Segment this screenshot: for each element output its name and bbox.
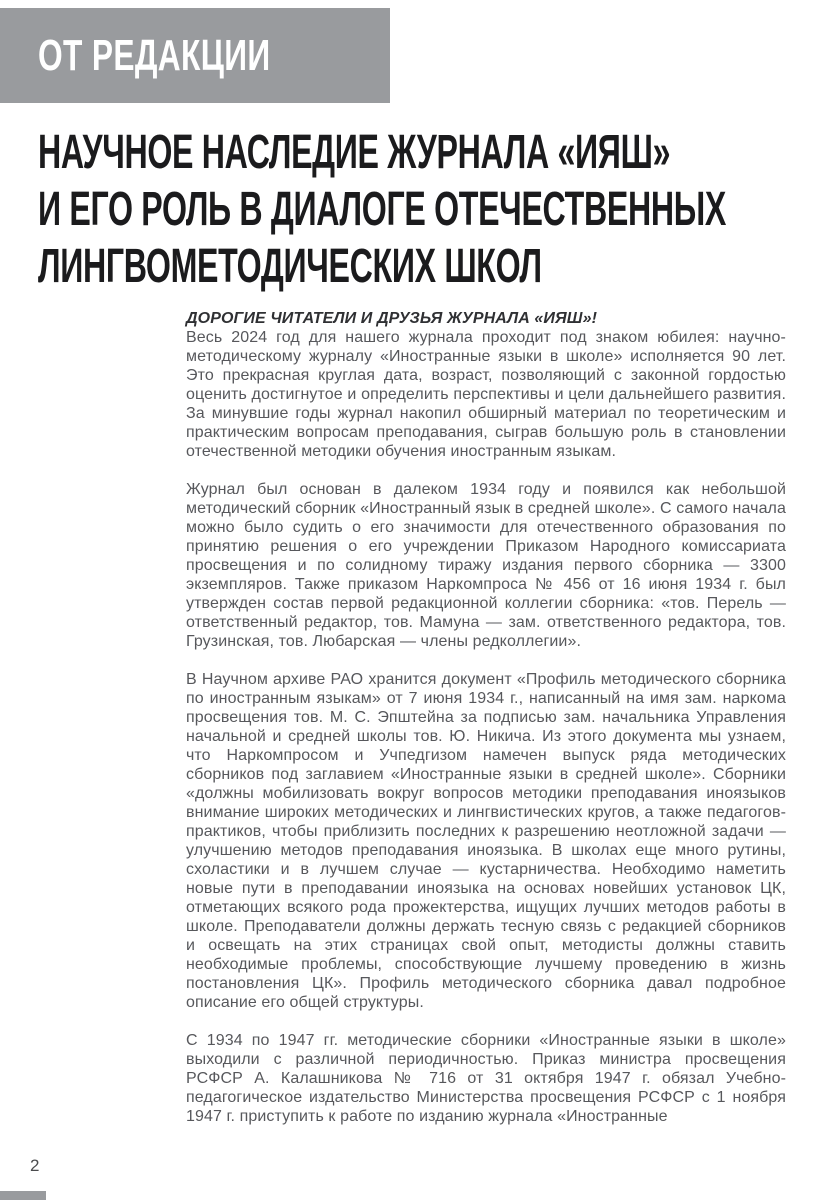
article-title-line-2: И ЕГО РОЛЬ В ДИАЛОГЕ ОТЕЧЕСТВЕННЫХ bbox=[38, 183, 727, 236]
page-number: 2 bbox=[30, 1156, 40, 1175]
paragraph-2: Журнал был основан в далеком 1934 году и появился как небольшой методический сборник «Иностранный язык в средней школе». С самого начала можно было судить о его значимости для отечественного образования по принятию решения о его учреждении Приказом Народного комиссариата просвещения и по солидному тиражу издания первого сборника — 3300 экземпляров. Также приказом Наркомпроса № 456 от 16 июня 1934 г. был утвержден состав первой редакционной коллегии сборника: «тов. Перель — ответственный редактор, тов. Мамуна — зам. ответственного редактора, тов. Грузинская, тов. Любарская — члены редколлегии». bbox=[186, 481, 786, 650]
paragraph-1: Весь 2024 год для нашего журнала проходит под знаком юбилея: научно-методическому журналу «Иностранные языки в школе» исполняется 90 лет. Это прекрасная круглая дата, возраст, позволяющий с законной гордостью оценить достигнутое и определить перспективы и цели дальнейшего развития. За минувшие годы журнал накопил обширный материал по теоретическим и практическим вопросам преподавания, сыграв большую роль в становлении отечественной методики обучения иностранным языкам. bbox=[186, 329, 786, 460]
section-label: ОТ РЕДАКЦИИ bbox=[38, 30, 271, 80]
article-title-line-1: НАУЧНОЕ НАСЛЕДИЕ ЖУРНАЛА «ИЯШ» bbox=[38, 126, 671, 179]
salutation-line: ДОРОГИЕ ЧИТАТЕЛИ И ДРУЗЬЯ ЖУРНАЛА «ИЯШ»! bbox=[186, 310, 597, 327]
paragraph-3: В Научном архиве РАО хранится документ «Профиль методического сборника по иностранным языкам» от 7 июня 1934 г., написанный на имя зам. наркома просвещения тов. М. С. Эпштейна за подписью зам. начальника Управления начальной и средней школы тов. Ю. Никича. Из этого документа мы узнаем, что Наркомпросом и Учпедгизом намечен выпуск ряда методических сборников под заглавием «Иностранные языки в средней школе». Сборники «должны мобилизовать вокруг вопросов методики преподавания иноязыков внимание широких методических и лингвистических кругов, а также педагогов-практиков, чтобы приблизить последних к разрешению неотложной задачи — улучшению методов преподавания иноязыка. В школах еще много рутины, схоластики и в лучшем случае — кустарничества. Необходимо наметить новые пути в преподавании иноязыка на основах новейших установок ЦК, отметающих всякого рода прожектерства, ищущих лучших методов работы в школе. Преподаватели должны держать тесную связь с редакцией сборников и освещать на этих страницах свой опыт, методисты должны ставить необходимые проблемы, способствующие лучшему проведению в жизнь постановления ЦК». Профиль методического сборника давал подробное описание его общей структуры. bbox=[186, 671, 786, 1011]
corner-bar bbox=[0, 1191, 46, 1200]
section-banner bbox=[0, 8, 390, 103]
article-body bbox=[186, 309, 786, 1126]
paragraph-4: С 1934 по 1947 гг. методические сборники «Иностранные языки в школе» выходили с различной периодичностью. Приказ министра просвещения РСФСР А. Калашникова № 716 от 31 октября 1947 г. обязал Учебно-педагогическое издательство Министерства просвещения РСФСР с 1 ноября 1947 г. приступить к работе по изданию журнала «Иностранные bbox=[186, 1032, 786, 1125]
article-title bbox=[38, 124, 824, 295]
article-title-line-3: ЛИНГВОМЕТОДИЧЕСКИХ ШКОЛ bbox=[38, 240, 542, 293]
